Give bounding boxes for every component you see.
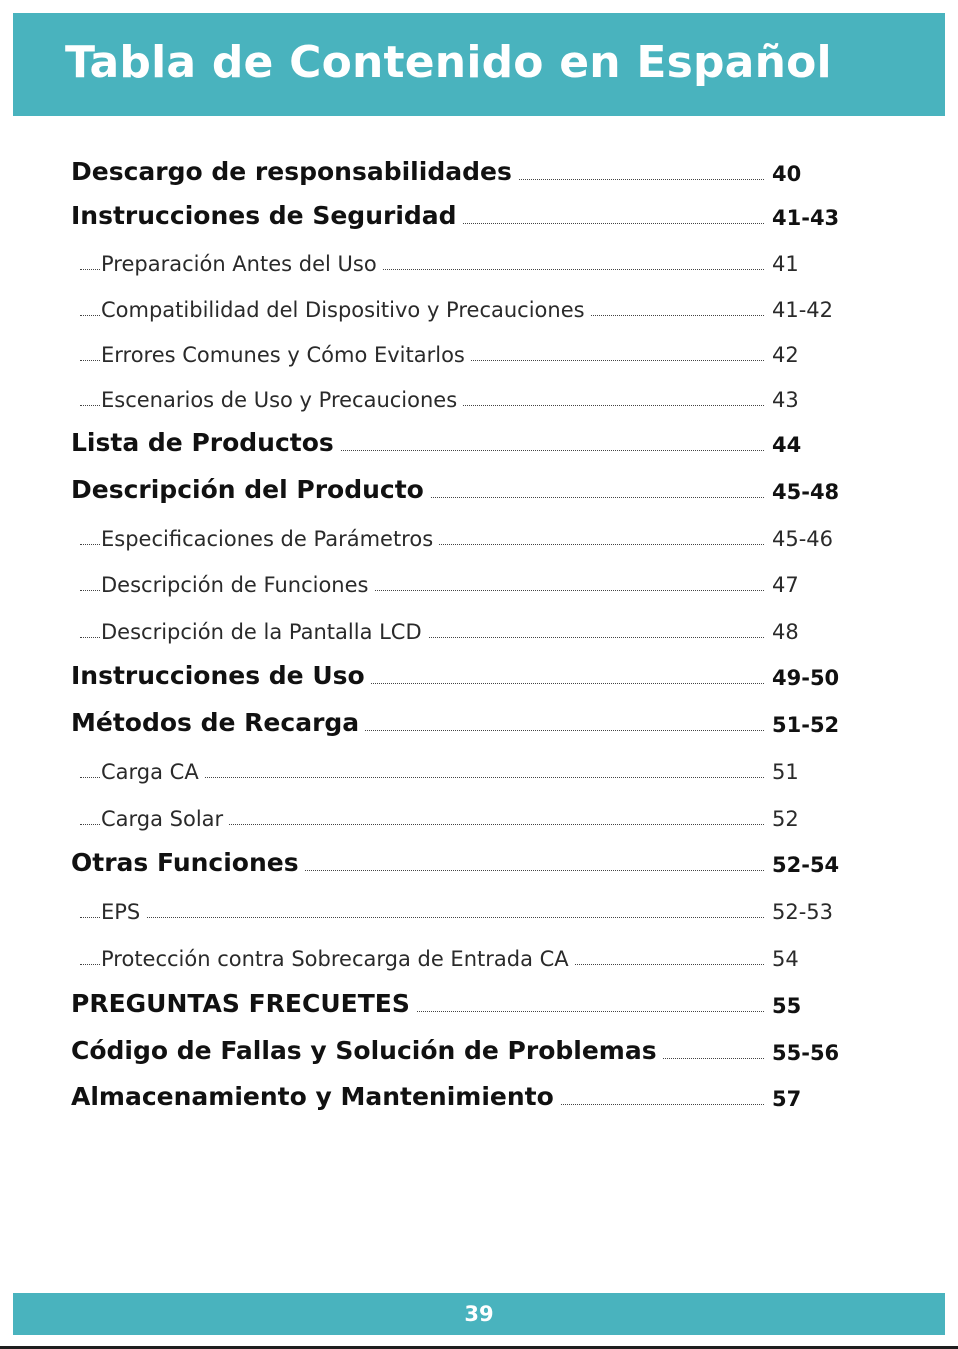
toc-entry-page: 40	[772, 162, 802, 186]
toc-entry-title: Descripción de Funciones	[101, 573, 374, 597]
toc-entry	[0, 378, 958, 418]
toc-entry	[0, 152, 958, 192]
toc-entry	[0, 610, 958, 650]
toc-entry-page: 48	[772, 620, 799, 644]
toc-entry-title: Descripción del Producto	[71, 475, 430, 504]
toc-entry	[0, 750, 958, 790]
toc-entry-page: 51-52	[772, 713, 840, 737]
toc-entry	[0, 470, 958, 510]
page-title: Tabla de Contenido en Español	[65, 37, 832, 88]
toc-entry	[0, 703, 958, 743]
toc-entry-page: 49-50	[772, 666, 840, 690]
toc-entry-page: 55	[772, 994, 802, 1018]
toc-entry-title: Escenarios de Uso y Precauciones	[101, 388, 463, 412]
toc-entry-title: Especificaciones de Parámetros	[101, 527, 439, 551]
toc-entry-title: Preparación Antes del Uso	[101, 252, 383, 276]
toc-dot-leader	[80, 917, 764, 918]
toc-entry-title: Métodos de Recarga	[71, 708, 365, 737]
toc-entry	[0, 656, 958, 696]
toc-entry-title: PREGUNTAS FRECUETES	[71, 989, 416, 1018]
toc-entry-title: Otras Funciones	[71, 848, 305, 877]
toc-entry-page: 52	[772, 807, 799, 831]
toc-entry-title: Descripción de la Pantalla LCD	[101, 620, 428, 644]
toc-entry-page: 47	[772, 573, 799, 597]
toc-entry	[0, 984, 958, 1024]
toc-entry-page: 57	[772, 1087, 802, 1111]
toc-entry-title: Carga CA	[101, 760, 205, 784]
toc-entry-page: 42	[772, 343, 799, 367]
toc-entry-page: 41	[772, 252, 799, 276]
toc-entry	[0, 563, 958, 603]
toc-entry	[0, 242, 958, 282]
toc-entry-page: 51	[772, 760, 799, 784]
toc-entry-title: Código de Fallas y Solución de Problemas	[71, 1036, 663, 1065]
toc-entry	[0, 333, 958, 373]
toc-entry-page: 52-54	[772, 853, 840, 877]
toc-entry-title: Protección contra Sobrecarga de Entrada CA	[101, 947, 575, 971]
toc-entry-title: Carga Solar	[101, 807, 229, 831]
footer-bar	[13, 1293, 945, 1335]
toc-entry-title: Compatibilidad del Dispositivo y Precauciones	[101, 298, 591, 322]
toc-entry-page: 52-53	[772, 900, 834, 924]
toc-entry	[0, 423, 958, 463]
toc-entry	[0, 517, 958, 557]
toc-entry-page: 54	[772, 947, 799, 971]
toc-entry	[0, 288, 958, 328]
toc-entry-title: EPS	[101, 900, 146, 924]
toc-entry	[0, 196, 958, 236]
toc-entry-page: 41-42	[772, 298, 834, 322]
toc-entry-page: 55-56	[772, 1041, 840, 1065]
toc-entry-title: Lista de Productos	[71, 428, 340, 457]
toc-entry-page: 45-46	[772, 527, 834, 551]
toc-entry-page: 45-48	[772, 480, 840, 504]
toc-entry	[0, 1077, 958, 1117]
toc-entry	[0, 937, 958, 977]
toc-entry-title: Errores Comunes y Cómo Evitarlos	[101, 343, 471, 367]
toc-entry-page: 43	[772, 388, 799, 412]
toc-entry	[0, 1031, 958, 1071]
toc-entry	[0, 797, 958, 837]
toc-entry-page: 44	[772, 433, 802, 457]
toc-entry-title: Instrucciones de Uso	[71, 661, 371, 690]
toc-entry-title: Descargo de responsabilidades	[71, 157, 518, 186]
toc-entry-title: Almacenamiento y Mantenimiento	[71, 1082, 560, 1111]
toc-entry	[0, 890, 958, 930]
toc-entry-title: Instrucciones de Seguridad	[71, 201, 463, 230]
toc-entry-page: 41-43	[772, 206, 840, 230]
toc-entry	[0, 843, 958, 883]
page-number: 39	[464, 1302, 494, 1326]
